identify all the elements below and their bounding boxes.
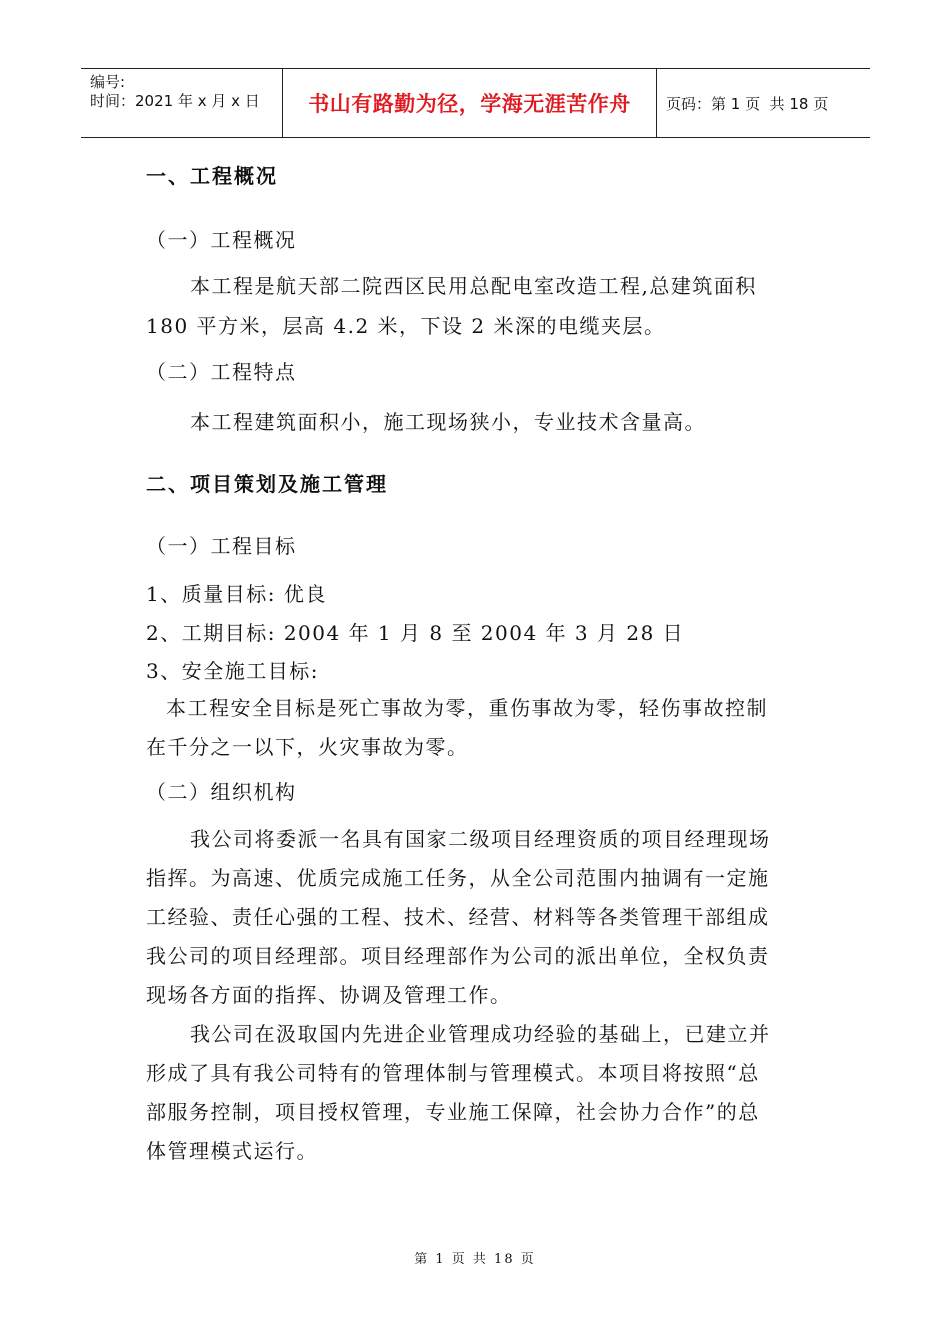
section-2-title: 二、项目策划及施工管理 bbox=[146, 472, 388, 496]
section-1-subtitle-2: （二）工程特点 bbox=[146, 360, 297, 384]
footer-page-number: 第 1 页 共 18 页 bbox=[414, 1252, 536, 1267]
header-time-label: 时间：2021 年 x 月 x 日 bbox=[90, 92, 260, 110]
paragraph-line: 现场各方面的指挥、协调及管理工作。 bbox=[146, 983, 512, 1007]
paragraph-line: 我公司的项目经理部。项目经理部作为公司的派出单位，全权负责 bbox=[146, 944, 770, 968]
goal-safety: 3、安全施工目标: bbox=[146, 659, 319, 683]
paragraph-line: 180 平方米，层高 4.2 米，下设 2 米深的电缆夹层。 bbox=[146, 314, 666, 338]
paragraph-line: 我公司将委派一名具有国家二级项目经理资质的项目经理现场 bbox=[190, 827, 771, 851]
paragraph-line: 本工程是航天部二院西区民用总配电室改造工程,总建筑面积 bbox=[190, 274, 757, 298]
goal-schedule: 2、工期目标: 2004 年 1 月 8 至 2004 年 3 月 28 日 bbox=[146, 621, 685, 645]
section-2-subtitle-2: （二）组织机构 bbox=[146, 780, 297, 804]
section-1-subtitle-1: （一）工程概况 bbox=[146, 228, 297, 252]
paragraph-line: 体管理模式运行。 bbox=[146, 1139, 318, 1163]
page-footer bbox=[0, 1248, 950, 1267]
paragraph-line: 形成了具有我公司特有的管理体制与管理模式。本项目将按照“总 bbox=[146, 1061, 760, 1085]
paragraph-line: 本工程安全目标是死亡事故为零，重伤事故为零，轻伤事故控制 bbox=[166, 696, 768, 720]
goal-quality: 1、质量目标: 优良 bbox=[146, 582, 327, 606]
paragraph-line: 部服务控制，项目授权管理，专业施工保障，社会协力合作”的总 bbox=[146, 1100, 760, 1124]
header-motto-text: 书山有路勤为径，学海无涯苦作舟 bbox=[308, 92, 631, 116]
paragraph-line: 工经验、责任心强的工程、技术、经营、材料等各类管理干部组成 bbox=[146, 905, 770, 929]
header-page-label: 页码：第 1 页 共 18 页 bbox=[666, 94, 829, 113]
section-1-title: 一、工程概况 bbox=[146, 164, 278, 188]
header-number-label: 编号: bbox=[90, 73, 126, 91]
paragraph-line: 本工程建筑面积小，施工现场狭小，专业技术含量高。 bbox=[190, 410, 706, 434]
paragraph-line: 指挥。为高速、优质完成施工任务，从全公司范围内抽调有一定施 bbox=[146, 866, 770, 890]
paragraph-line: 我公司在汲取国内先进企业管理成功经验的基础上，已建立并 bbox=[190, 1022, 771, 1046]
paragraph-line: 在千分之一以下，火灾事故为零。 bbox=[146, 735, 469, 759]
section-2-subtitle-1: （一）工程目标 bbox=[146, 534, 297, 558]
